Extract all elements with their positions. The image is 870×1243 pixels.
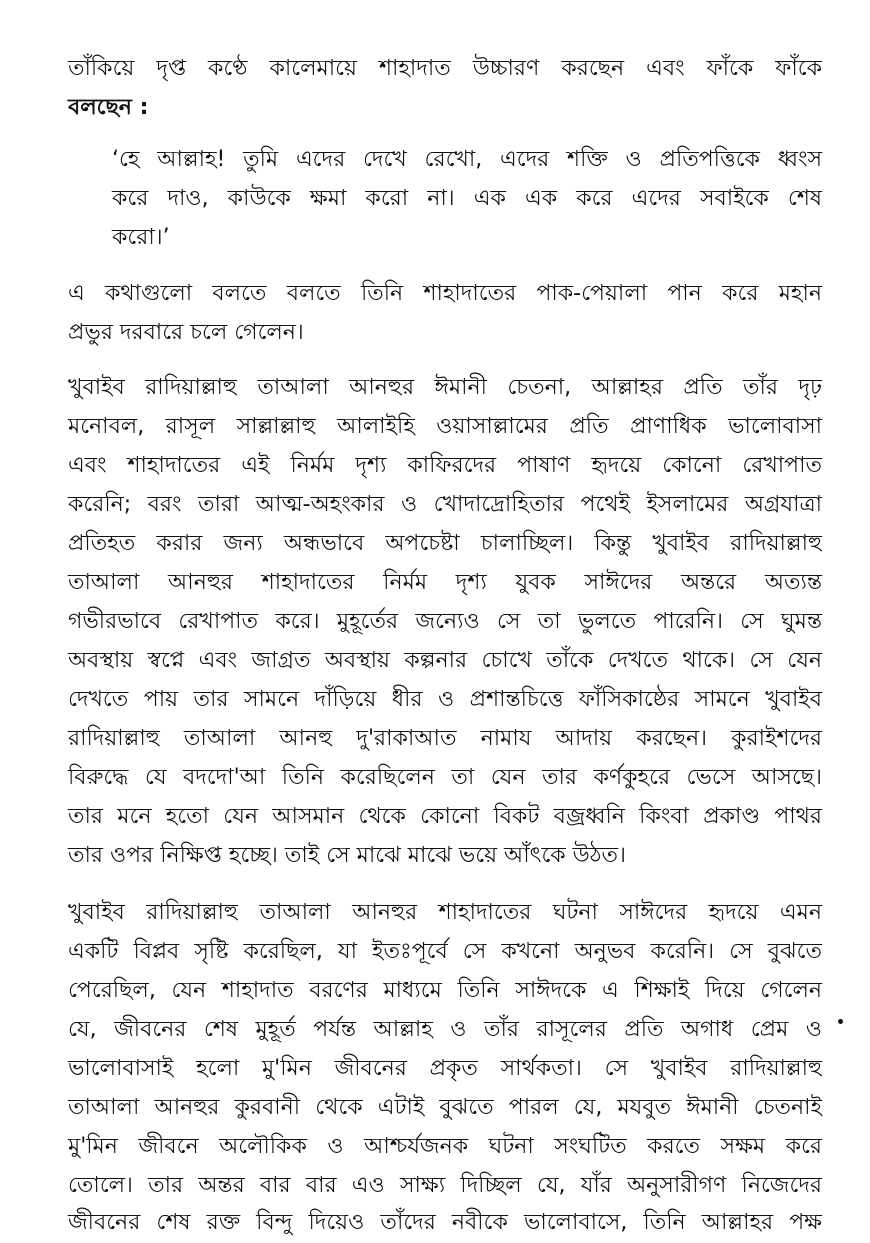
text-line: খুবাইব রাদিয়াল্লাহু তাআলা আনহুর ঈমানী চেতনা, আল্লাহর প্রতি তাঁর দৃঢ় [68,375,822,400]
text-line: এবং শাহাদাতের এই নির্মম দৃশ্য কাফিরদের পাষাণ হৃদয়ে কোনো রেখাপাত [68,453,822,478]
stray-dot-mark [838,1019,843,1024]
text-line: তাঁকিয়ে দৃপ্ত কণ্ঠে কালেমায়ে শাহাদাত উচ্চারণ করছেন এবং ফাঁকে ফাঁকে [68,56,822,81]
text-line: রাদিয়াল্লাহু তাআলা আনহু দু'রাকাআত নামায আদায় করছেন। কুরাইশদের [68,726,822,751]
text-line: মু'মিন জীবনে অলৌকিক ও আশ্চর্যজনক ঘটনা সংঘটিত করতে সক্ষম করে [68,1134,822,1159]
text-line: গভীরভাবে রেখাপাত করে। মুহূর্তের জন্যেও সে তা ভুলতে পারেনি। সে ঘুমন্ত [68,609,822,634]
text-line: দেখতে পায় তার সামনে দাঁড়িয়ে ধীর ও প্রশান্তচিত্তে ফাঁসিকাষ্ঠের সামনে খুবাইব [68,687,822,712]
quote-line: করে দাও, কাউকে ক্ষমা করো না। এক এক করে এদের সবাইকে শেষ [112,186,822,211]
text-line: জীবনের শেষ রক্ত বিন্দু দিয়েও তাঁদের নবীকে ভালোবাসে, তিনি আল্লাহর পক্ষ [68,1210,822,1235]
text-line: এ কথাগুলো বলতে বলতে তিনি শাহাদাতের পাক-পেয়ালা পান করে মহান [68,281,822,306]
text-line: ভালোবাসাই হলো মু'মিন জীবনের প্রকৃত সার্থকতা। সে খুবাইব রাদিয়াল্লাহু [68,1056,822,1081]
text-line: একটি বিপ্লব সৃষ্টি করেছিল, যা ইতঃপূর্বে সে কখনো অনুভব করেনি। সে বুঝতে [68,939,822,964]
text-line: প্রতিহত করার জন্য অন্ধভাবে অপচেষ্টা চালাচ্ছিল। কিন্তু খুবাইব রাদিয়াল্লাহু [68,531,822,556]
text-line: খুবাইব রাদিয়াল্লাহু তাআলা আনহুর শাহাদাতের ঘটনা সাঈদের হৃদয়ে এমন [68,900,822,925]
text-line: বিরুদ্ধে যে বদদো'আ তিনি করেছিলেন তা যেন তার কর্ণকুহরে ভেসে আসছে। [68,765,822,790]
text-line: করেনি; বরং তারা আত্ম-অহংকার ও খোদাদ্রোহিতার পথেই ইসলামের অগ্রযাত্রা [68,492,822,517]
text-line: তার মনে হতো যেন আসমান থেকে কোনো বিকট বজ্রধ্বনি কিংবা প্রকাণ্ড পাথর [68,804,822,829]
text-line: পেরেছিল, যেন শাহাদাত বরণের মাধ্যমে তিনি সাঈদকে এ শিক্ষাই দিয়ে গেলেন [68,978,822,1003]
quote-line: করো।’ [112,225,170,250]
text-line: তার ওপর নিক্ষিপ্ত হচ্ছে। তাই সে মাঝে মাঝে ভয়ে আঁৎকে উঠত। [68,843,626,868]
text-line: বলছেন : [68,95,149,120]
text-line: তাআলা আনহুর কুরবানী থেকে এটাই বুঝতে পারল যে, মযবুত ঈমানী চেতনাই [68,1095,822,1120]
text-line: মনোবল, রাসূল সাল্লাল্লাহু আলাইহি ওয়াসাল্লামের প্রতি প্রাণাধিক ভালোবাসা [68,414,822,439]
quote-line: ‘হে আল্লাহ! তুমি এদের দেখে রেখো, এদের শক্তি ও প্রতিপত্তিকে ধ্বংস [112,147,822,172]
text-line: তাআলা আনহুর শাহাদাতের নির্মম দৃশ্য যুবক সাঈদের অন্তরে অত্যন্ত [68,570,822,595]
text-line: যে, জীবনের শেষ মুহূর্ত পর্যন্ত আল্লাহ ও তাঁর রাসূলের প্রতি অগাধ প্রেম ও [68,1017,822,1042]
text-line: তোলে। তার অন্তর বার বার এও সাক্ষ্য দিচ্ছিল যে, যাঁর অনুসারীগণ নিজেদের [68,1173,822,1198]
text-line: অবস্থায় স্বপ্নে এবং জাগ্রত অবস্থায় কল্পনার চোখে তাঁকে দেখতে থাকে। সে যেন [68,648,822,673]
text-line: প্রভুর দরবারে চলে গেলেন। [68,320,304,345]
